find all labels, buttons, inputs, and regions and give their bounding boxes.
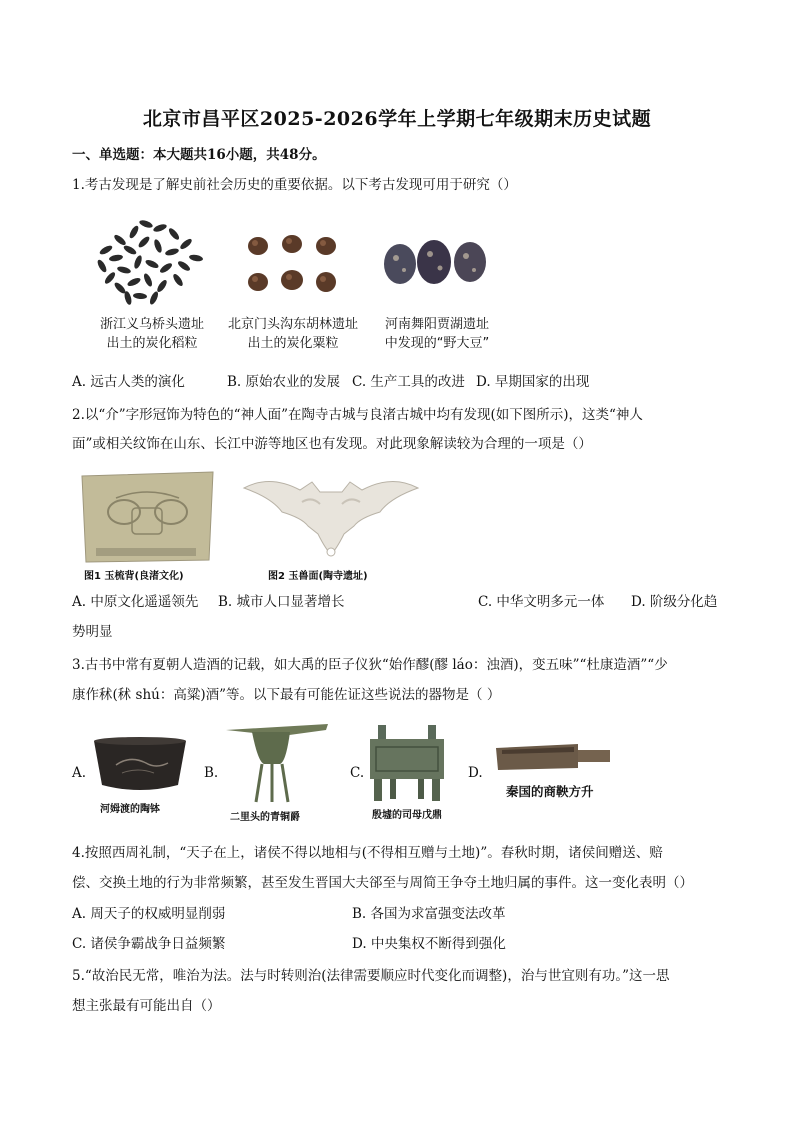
q3-option-b-letter[interactable]: B. xyxy=(204,765,219,781)
q2-option-c[interactable]: C. 中华文明多元一体 xyxy=(478,594,605,610)
q1-option-c[interactable]: C. 生产工具的改进 xyxy=(352,374,465,390)
q2-option-a[interactable]: A. 中原文化遥遥领先 xyxy=(72,594,199,610)
page-title: 北京市昌平区2025-2026学年上学期七年级期末历史试题 xyxy=(142,108,652,130)
question-2-stem-line1: 2.以“介”字形冠饰为特色的“神人面”在陶寺古城与良渚古城中均有发现(如下图所示)，这类“神人 xyxy=(72,407,643,423)
shang-yang-measure-image xyxy=(494,740,612,774)
figure-1-caption: 图1 玉梳背(良渚文化) xyxy=(84,571,184,582)
q1-option-b[interactable]: B. 原始农业的发展 xyxy=(227,374,341,390)
q1-option-d[interactable]: D. 早期国家的出现 xyxy=(476,374,590,390)
section-heading: 一、单选题：本大题共16小题，共48分。 xyxy=(72,147,326,163)
q2-option-d[interactable]: D. 阶级分化趋 xyxy=(631,594,718,610)
q4-option-c[interactable]: C. 诸侯争霸战争日益频繁 xyxy=(72,936,226,952)
carbonized-millet-image xyxy=(244,232,342,298)
q4-option-d[interactable]: D. 中央集权不断得到强化 xyxy=(352,936,506,952)
millet-caption: 北京门头沟东胡林遗址 出土的炭化粟粒 xyxy=(227,317,358,351)
q3-option-a-letter[interactable]: A. xyxy=(72,765,87,781)
rice-caption: 浙江义乌桥头遗址 出土的炭化稻粒 xyxy=(99,317,204,351)
simuwu-ding-image xyxy=(366,725,448,803)
q1-option-a[interactable]: A. 远古人类的演化 xyxy=(72,374,185,390)
q3-option-c-letter[interactable]: C. xyxy=(350,765,365,781)
q3-option-d-letter[interactable]: D. xyxy=(468,765,483,781)
question-5-stem-line1: 5.“故治民无常，唯治为法。法与时转则治(法律需要顺应时代变化而调整)，治与世宜则有功。”这一思 xyxy=(72,968,670,984)
pottery-bowl-image xyxy=(90,735,190,797)
question-2-stem-line2: 面”或相关纹饰在山东、长江中游等地区也有发现。对此现象解读较为合理的一项是（） xyxy=(72,436,592,452)
q3-option-b-caption: 二里头的青铜爵 xyxy=(230,812,300,823)
question-4-stem-line2: 偿、交换土地的行为非常频繁，甚至发生晋国大夫郤至与周简王争夺土地归属的事件。这一变化表明（） xyxy=(72,875,693,891)
bronze-jue-image xyxy=(222,722,332,804)
question-5-stem-line2: 想主张最有可能出自（） xyxy=(72,998,221,1014)
wild-soybean-image xyxy=(382,236,488,290)
question-2-option-d-wrap: 势明显 xyxy=(72,624,113,640)
q4-option-a[interactable]: A. 周天子的权威明显削弱 xyxy=(72,906,226,922)
jade-comb-back-image xyxy=(76,468,219,566)
question-3-stem-line2: 康作秫(秫 shú：高粱)酒”等。以下最有可能佐证这些说法的器物是（ ） xyxy=(72,687,501,703)
figure-2-caption: 图2 玉兽面(陶寺遗址) xyxy=(268,571,368,582)
question-1-stem: 1.考古发现是了解史前社会历史的重要依据。以下考古发现可用于研究（） xyxy=(72,177,517,193)
q2-option-b[interactable]: B. 城市人口显著增长 xyxy=(218,594,345,610)
carbonized-rice-image xyxy=(86,210,210,306)
q3-option-a-caption: 河姆渡的陶钵 xyxy=(100,804,160,815)
jade-beast-mask-image xyxy=(240,468,422,564)
question-3-stem-line1: 3.古书中常有夏朝人造酒的记载，如大禹的臣子仪狄“始作醪(醪 láo：浊酒)，变五味”“杜康造酒”“少 xyxy=(72,657,668,673)
question-4-stem-line1: 4.按照西周礼制，“天子在上，诸侯不得以地相与(不得相互赠与土地)”。春秋时期，诸侯间赠送、赔 xyxy=(72,845,663,861)
q3-option-c-caption: 殷墟的司母戊鼎 xyxy=(372,810,442,821)
soybean-caption: 河南舞阳贾湖遗址 中发现的“野大豆” xyxy=(384,317,490,351)
q4-option-b[interactable]: B. 各国为求富强变法改革 xyxy=(352,906,506,922)
q3-option-d-caption: 秦国的商鞅方升 xyxy=(506,784,594,799)
